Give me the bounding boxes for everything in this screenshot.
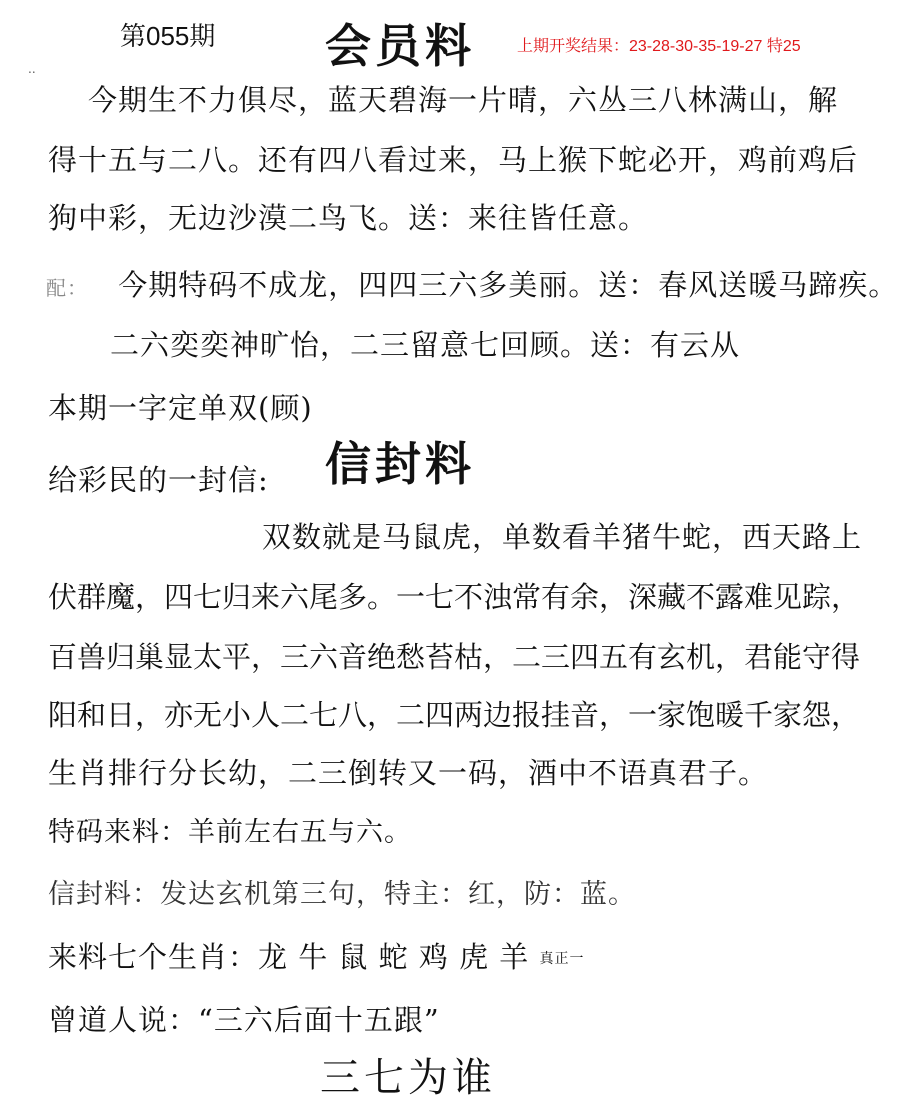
letter-line: 百兽归巢显太平，三六音绝愁苔枯，二三四五有玄机，君能守得 [48,640,861,674]
poem-line: 得十五与二八。还有四八看过来，马上猴下蛇必开，鸡前鸡后 [48,143,859,177]
letter-line: 双数就是马鼠虎，单数看羊猪牛蛇，西天路上 [262,520,863,554]
special-code: 特码来料：羊前左右五与六。 [48,817,412,848]
poem-line: 今期生不力俱尽，蓝天碧海一片晴，六丛三八林满山，解 [88,83,839,117]
poem-line-3: 二六奕奕神旷怡，二三留意七回顾。送：有云从 [110,328,741,362]
letter-line: 伏群魔，四七归来六尾多。一七不浊常有余，深藏不露难见踪， [48,580,861,614]
envelope-info: 信封料：发达玄机第三句，特主：红，防：蓝。 [48,879,636,910]
poem-line-2 [46,267,898,306]
letter-line: 生肖排行分长幼，二三倒转又一码，酒中不语真君子。 [48,756,769,790]
letter-line: 阳和日，亦无小人二七八，二四两边报挂音，一家饱暖千家怨， [48,698,861,732]
taoist-saying: 曾道人说：“三六后面十五跟” [48,1003,440,1037]
poem-line: 狗中彩，无边沙漠二鸟飞。送：来往皆任意。 [48,201,649,235]
zodiac-line [48,939,585,977]
page-title: 会员料 [325,19,475,73]
last-draw-result: 上期开奖结果：23-28-30-35-19-27 特25 [517,38,801,55]
zodiac-list: 来料七个生肖：龙 牛 鼠 蛇 鸡 虎 羊 [48,940,530,974]
issue-number: 第055期 [120,21,216,51]
zodiac-note: 真正一 [539,951,585,967]
poem2-text: 今期特码不成龙，四四三六多美丽。送：春风送暖马蹄疾。 [118,268,899,302]
closing-title: 三七为谁 [320,1055,496,1101]
letter-intro: 给彩民的一封信: [48,463,269,497]
letter-title: 信封料 [325,437,475,491]
single-double: 本期一字定单双(顾) [48,391,313,425]
pei-label: 配： [46,276,88,300]
scan-dots: .. [28,62,36,76]
